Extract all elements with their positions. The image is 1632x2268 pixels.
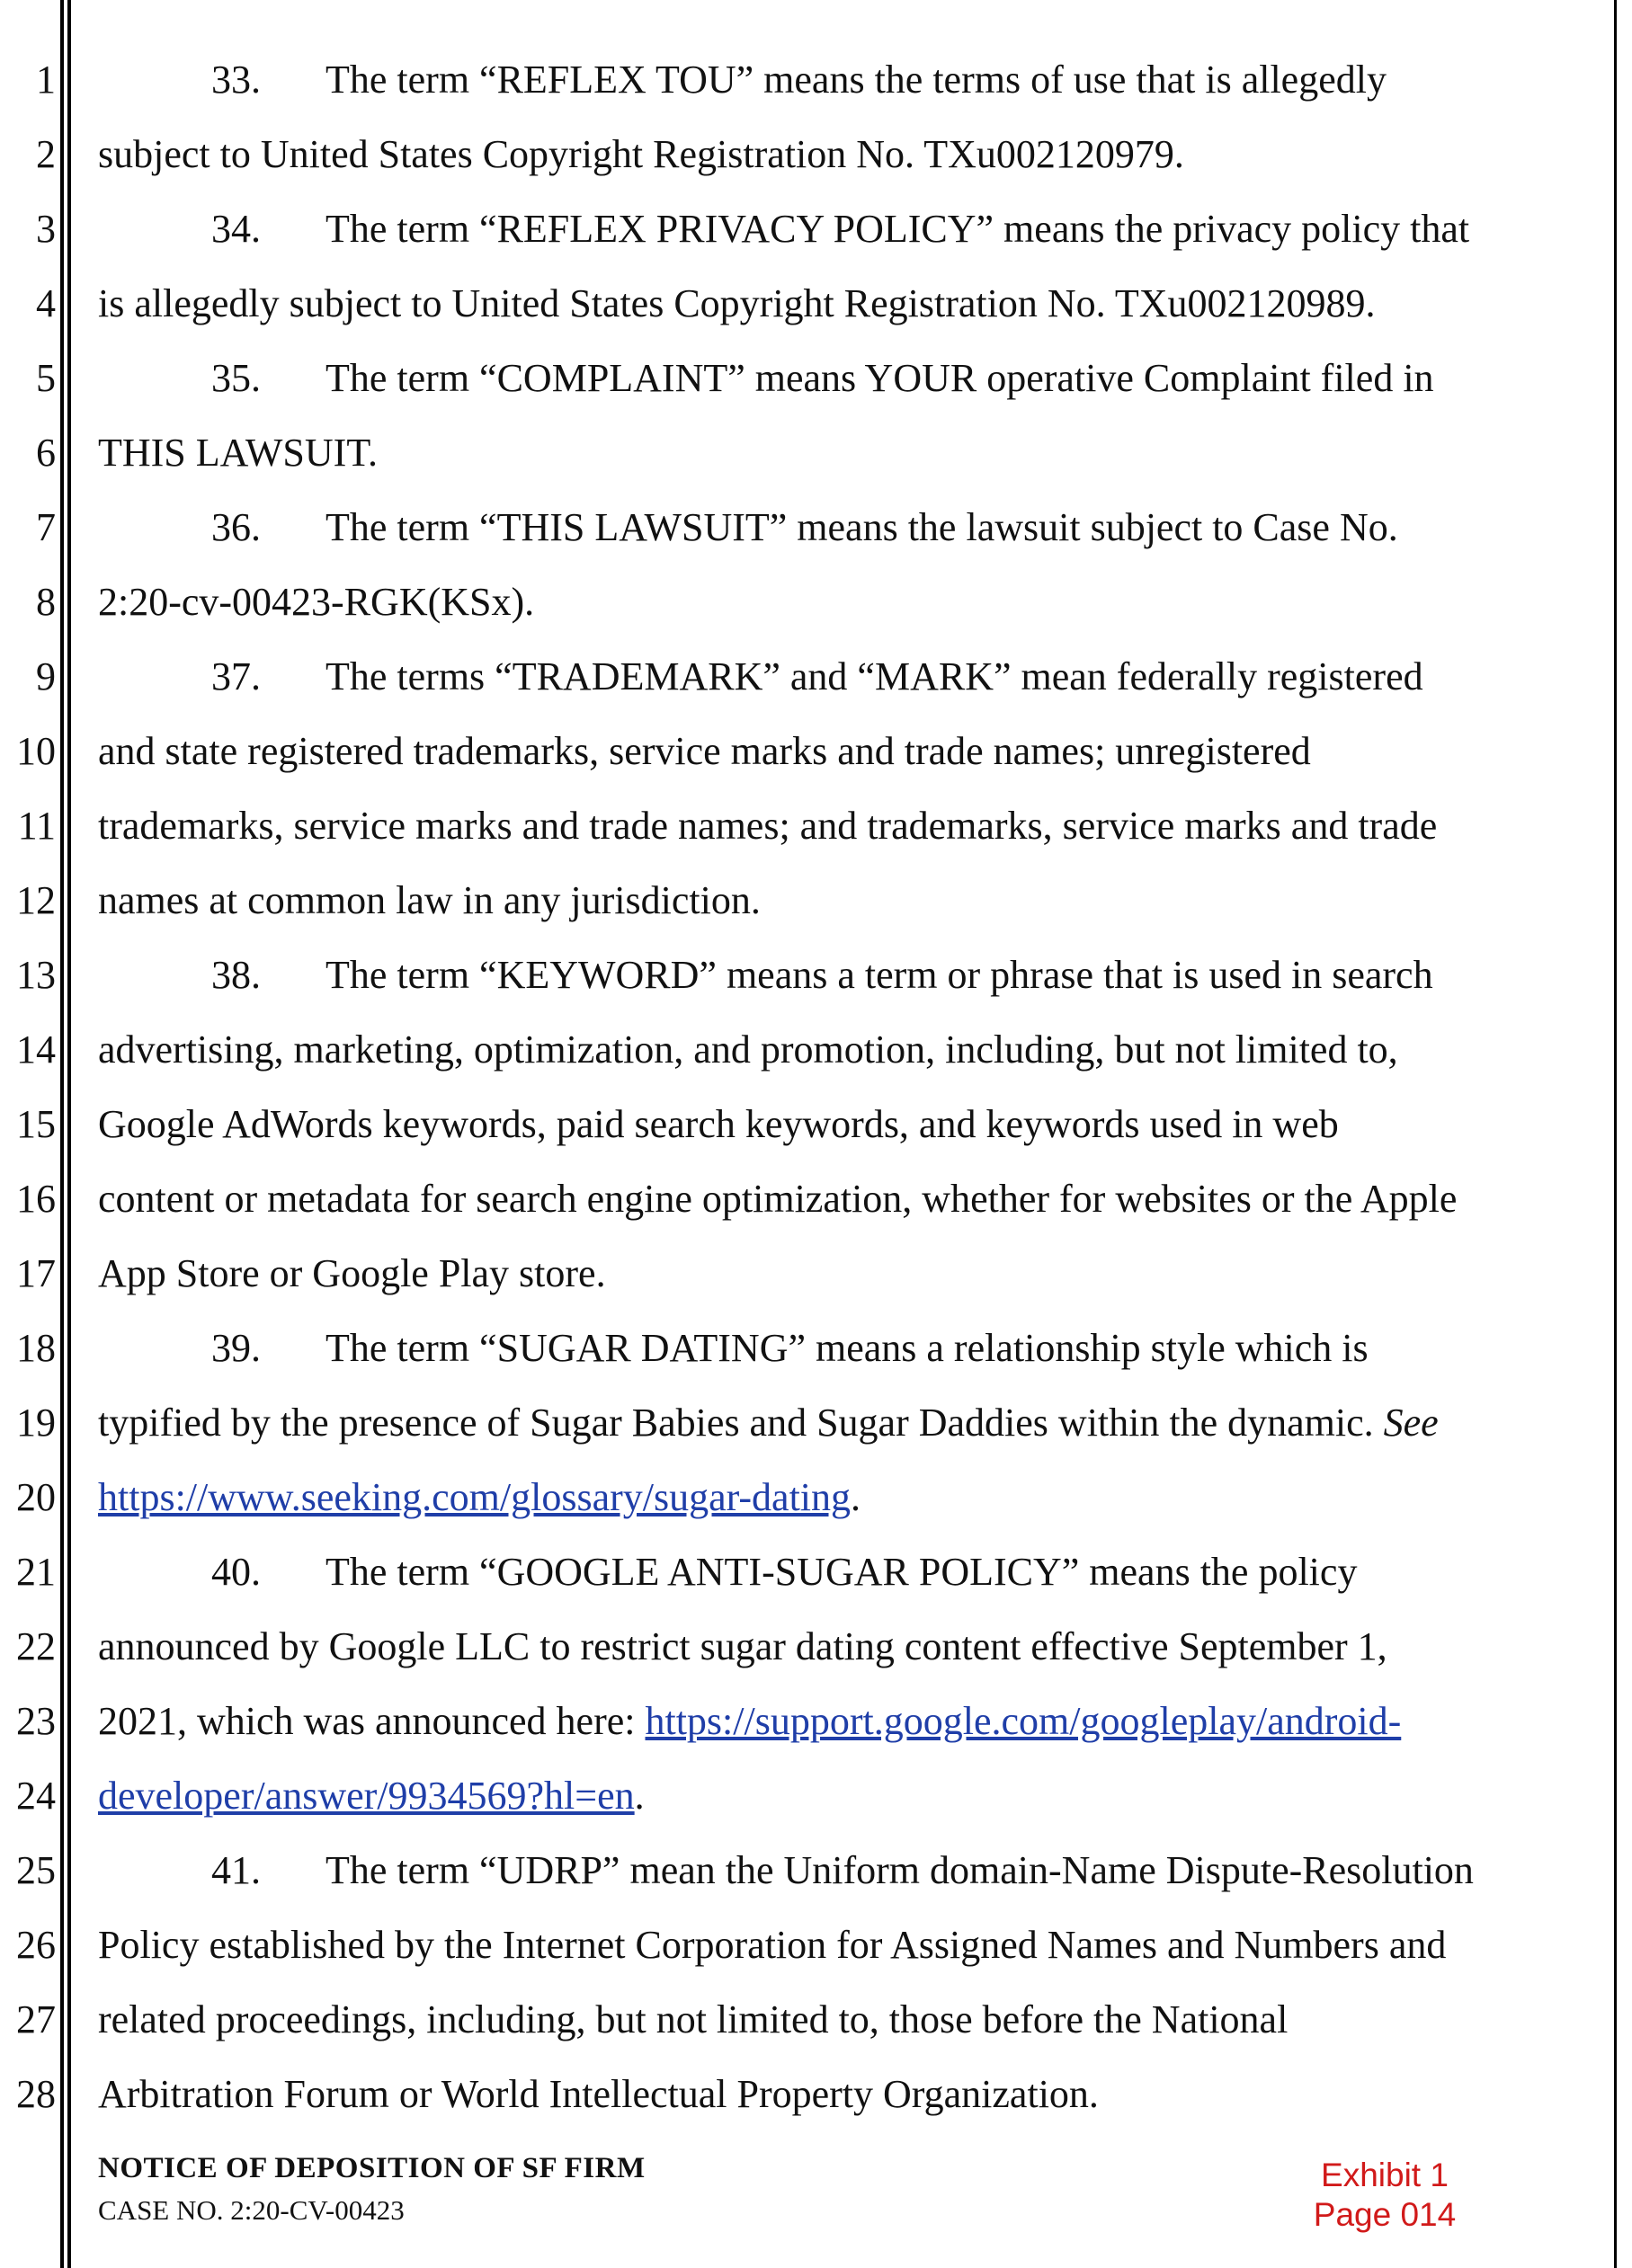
footer-document-title: NOTICE OF DEPOSITION OF SF FIRM <box>98 2152 646 2184</box>
paragraph-number: 35. <box>211 356 261 400</box>
line-number: 6 <box>36 431 56 475</box>
paragraph-38-line <box>211 950 1632 1001</box>
line-number: 23 <box>16 1699 56 1743</box>
text-line: The terms “TRADEMARK” and “MARK” mean federally registered <box>326 654 1423 698</box>
line-number: 24 <box>16 1774 56 1818</box>
paragraph-number: 37. <box>211 654 261 698</box>
text-line: The term “SUGAR DATING” means a relationship style which is <box>326 1326 1369 1370</box>
paragraph-40-line <box>211 1547 1632 1597</box>
text-line: The term “KEYWORD” means a term or phrase that is used in search <box>326 953 1433 997</box>
paragraph-41-line <box>211 1846 1632 1896</box>
paragraph-number: 39. <box>211 1326 261 1370</box>
line-number: 20 <box>16 1475 56 1519</box>
punctuation: . <box>634 1774 645 1818</box>
paragraph-34-line <box>211 204 1632 254</box>
margin-rule-left-outer <box>60 0 64 2268</box>
paragraph-number: 41. <box>211 1848 261 1892</box>
line-number: 12 <box>16 878 56 922</box>
paragraph-33-line <box>211 55 1632 105</box>
text-line: related proceedings, including, but not limited to, those before the National <box>98 1997 1289 2041</box>
line-number: 19 <box>16 1401 56 1445</box>
text-line: App Store or Google Play store. <box>98 1251 606 1295</box>
google-policy-link-continued[interactable]: developer/answer/9934569?hl=en <box>98 1774 635 1818</box>
paragraph-number: 36. <box>211 505 261 549</box>
text-line-with-link <box>98 1696 1609 1747</box>
footer-case-number: CASE NO. 2:20-CV-00423 <box>98 2194 405 2226</box>
text-line: The term “UDRP” mean the Uniform domain-Name Dispute-Resolution <box>326 1848 1474 1892</box>
exhibit-label: Exhibit 1 <box>1321 2157 1449 2193</box>
text-line: Policy established by the Internet Corporation for Assigned Names and Numbers and <box>98 1923 1447 1967</box>
line-number: 25 <box>16 1848 56 1892</box>
line-number: 18 <box>16 1326 56 1370</box>
text-line: Arbitration Forum or World Intellectual Property Organization. <box>98 2072 1099 2116</box>
line-number: 17 <box>16 1251 56 1295</box>
line-number: 8 <box>36 580 56 624</box>
line-number: 4 <box>36 281 56 325</box>
line-number: 28 <box>16 2072 56 2116</box>
line-number: 2 <box>36 132 56 176</box>
text-line-with-link <box>98 1472 1609 1523</box>
seeking-glossary-link[interactable]: https://www.seeking.com/glossary/sugar-dating <box>98 1475 852 1519</box>
line-number: 14 <box>16 1027 56 1072</box>
margin-rule-right <box>1614 0 1617 2268</box>
line-number: 22 <box>16 1624 56 1668</box>
text-line: The term “GOOGLE ANTI-SUGAR POLICY” means the policy <box>326 1550 1358 1594</box>
paragraph-36-line <box>211 503 1632 553</box>
line-number: 7 <box>36 505 56 549</box>
line-number: 13 <box>16 953 56 997</box>
text-line: 2021, which was announced here: <box>98 1699 636 1743</box>
line-number: 27 <box>16 1997 56 2041</box>
text-line: The term “THIS LAWSUIT” means the lawsuit subject to Case No. <box>326 505 1398 549</box>
google-policy-link[interactable]: https://support.google.com/googleplay/android- <box>645 1699 1402 1743</box>
punctuation: . <box>851 1475 861 1519</box>
line-number: 9 <box>36 654 56 698</box>
text-line: trademarks, service marks and trade names; and trademarks, service marks and trade <box>98 804 1438 848</box>
line-number: 5 <box>36 356 56 400</box>
paragraph-number: 40. <box>211 1550 261 1594</box>
text-line: content or metadata for search engine optimization, whether for websites or the Apple <box>98 1177 1458 1221</box>
text-line: typified by the presence of Sugar Babies and Sugar Daddies within the dynamic. <box>98 1401 1374 1445</box>
line-number: 3 <box>36 207 56 251</box>
text-line: is allegedly subject to United States Copyright Registration No. TXu002120989. <box>98 281 1376 325</box>
line-number: 16 <box>16 1177 56 1221</box>
text-line-with-citation <box>98 1398 1609 1448</box>
text-line: names at common law in any jurisdiction. <box>98 878 761 922</box>
margin-rule-left-inner <box>67 0 71 2268</box>
line-number: 26 <box>16 1923 56 1967</box>
text-line: advertising, marketing, optimization, and promotion, including, but not limited to, <box>98 1027 1398 1072</box>
paragraph-37-line <box>211 652 1632 702</box>
text-line: subject to United States Copyright Registration No. TXu002120979. <box>98 132 1184 176</box>
text-line: announced by Google LLC to restrict sugar dating content effective September 1, <box>98 1624 1387 1668</box>
line-number: 1 <box>36 58 56 102</box>
line-number: 21 <box>16 1550 56 1594</box>
text-line: Google AdWords keywords, paid search keywords, and keywords used in web <box>98 1102 1339 1146</box>
exhibit-page: Page 014 <box>1313 2196 1457 2233</box>
text-line: The term “REFLEX TOU” means the terms of use that is allegedly <box>326 58 1387 102</box>
line-number: 15 <box>16 1102 56 1146</box>
paragraph-35-line <box>211 353 1632 404</box>
paragraph-number: 34. <box>211 207 261 251</box>
paragraph-number: 33. <box>211 58 261 102</box>
text-line: The term “REFLEX PRIVACY POLICY” means the privacy policy that <box>326 207 1470 251</box>
text-line-with-link <box>98 1771 1609 1821</box>
text-line: 2:20-cv-00423-RGK(KSx). <box>98 580 535 624</box>
text-line: THIS LAWSUIT. <box>98 431 378 475</box>
paragraph-number: 38. <box>211 953 261 997</box>
exhibit-stamp <box>1295 2156 1475 2235</box>
text-line: and state registered trademarks, service marks and trade names; unregistered <box>98 729 1311 773</box>
text-line: The term “COMPLAINT” means YOUR operative Complaint filed in <box>326 356 1434 400</box>
line-number: 11 <box>17 804 56 848</box>
line-number: 10 <box>16 729 56 773</box>
citation-signal: See <box>1383 1401 1439 1445</box>
paragraph-39-line <box>211 1323 1632 1374</box>
